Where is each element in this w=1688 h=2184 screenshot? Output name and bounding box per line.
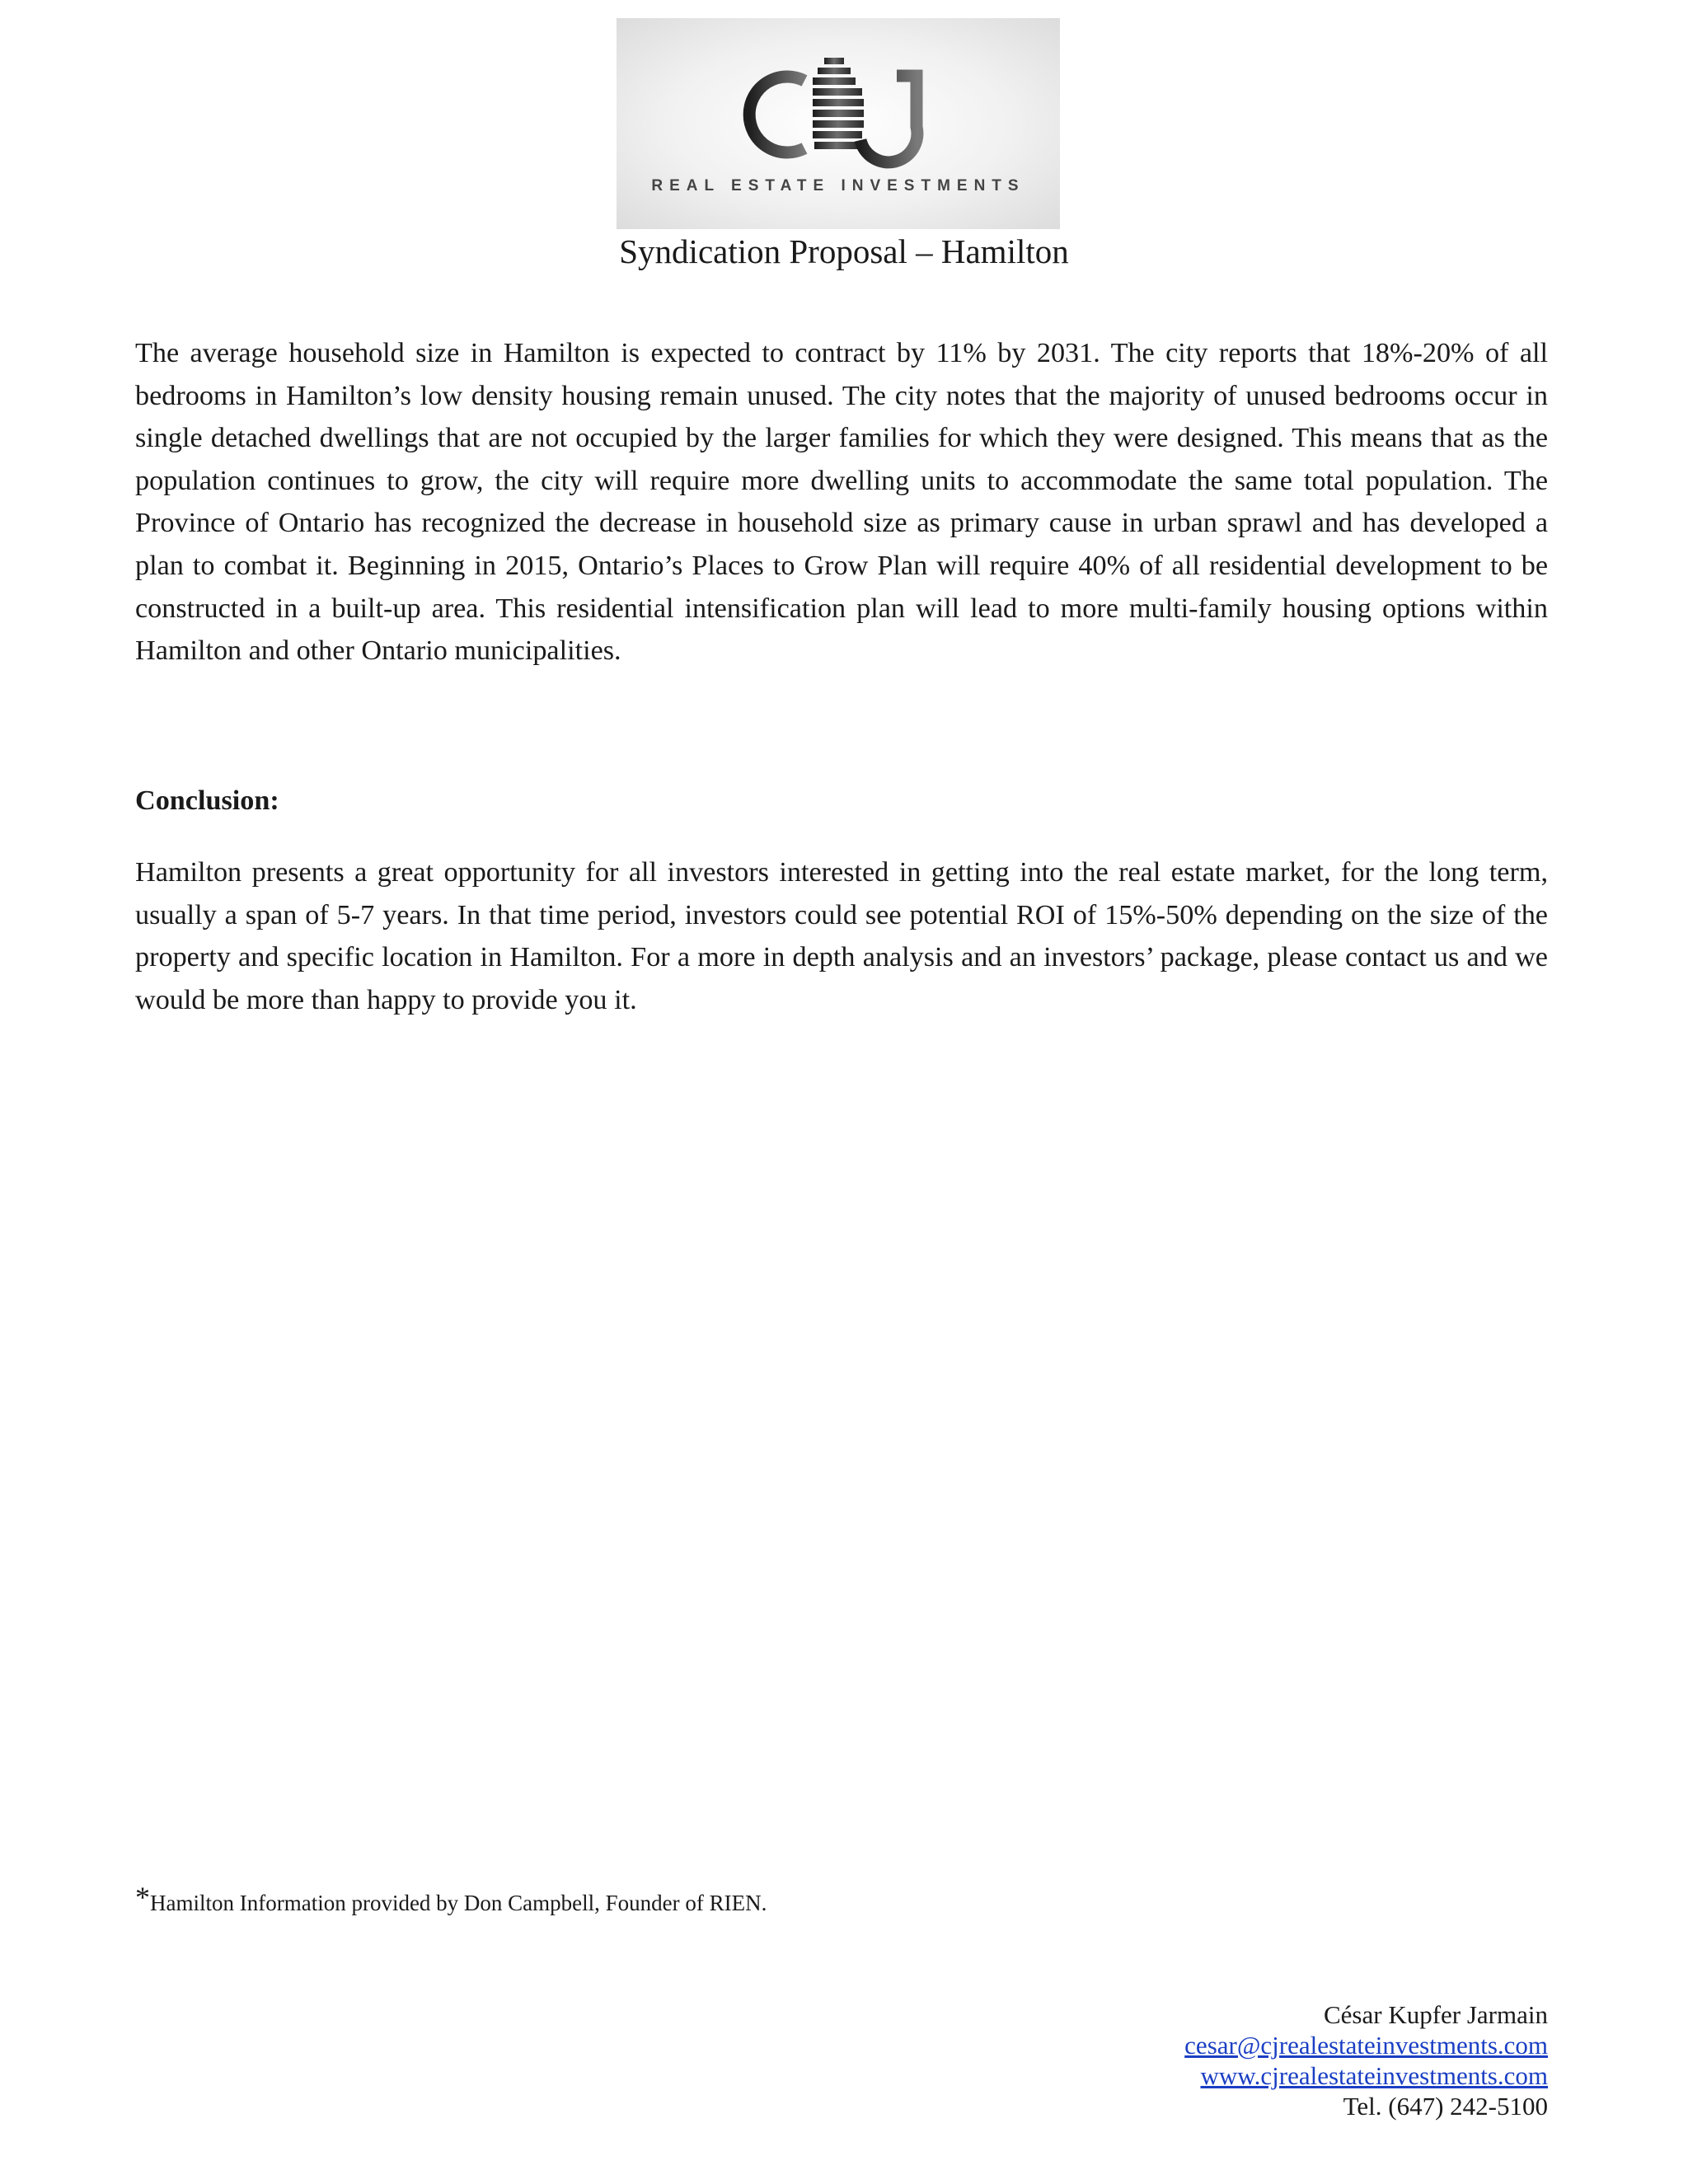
footnote-text: Hamilton Information provided by Don Campbell, Founder of RIEN. <box>150 1891 767 1915</box>
footnote-asterisk: * <box>135 1881 150 1914</box>
logo-tagline: REAL ESTATE INVESTMENTS <box>651 177 1025 194</box>
footnote <box>135 1881 767 1919</box>
contact-name: César Kupfer Jarmain <box>1323 2000 1548 2029</box>
paragraph-conclusion: Hamilton presents a great opportunity for all investors interested in getting into the real estate market, for the long term, usually a span of 5-7 years. In that time period, investors could see potential ROI of 15%-50% depending on the size of the property and specific location in Hamilton. For a more in depth analysis and an investors’ package, please contact us and we would be more than happy to provide you it. <box>135 857 1548 1015</box>
document-title: Syndication Proposal – Hamilton <box>619 232 1069 270</box>
contact-email-link[interactable]: cesar@cjrealestateinvestments.com <box>1184 2031 1548 2060</box>
company-logo <box>617 18 1060 229</box>
cj-building-logo-icon <box>617 18 1060 229</box>
paragraph-household-size: The average household size in Hamilton is expected to contract by 11% by 2031. The city reports that 18%-20% of all bedrooms in Hamilton’s low density housing remain unused. The city notes that the majority of unused bedrooms occur in single detached dwellings that are not occupied by the larger families for which they were designed. This means that as the population continues to grow, the city will require more dwelling units to accommodate the same total population. The Province of Ontario has recognized the decrease in household size as primary cause in urban sprawl and has developed a plan to combat it. Beginning in 2015, Ontario’s Places to Grow Plan will require 40% of all residential development to be constructed in a built-up area. This residential intensification plan will lead to more multi-family housing options within Hamilton and other Ontario municipalities. <box>135 338 1548 667</box>
contact-block <box>1184 1999 1548 2121</box>
contact-phone: Tel. (647) 242-5100 <box>1343 2092 1548 2121</box>
contact-website-link[interactable]: www.cjrealestateinvestments.com <box>1200 2061 1548 2090</box>
conclusion-heading: Conclusion: <box>135 785 279 816</box>
